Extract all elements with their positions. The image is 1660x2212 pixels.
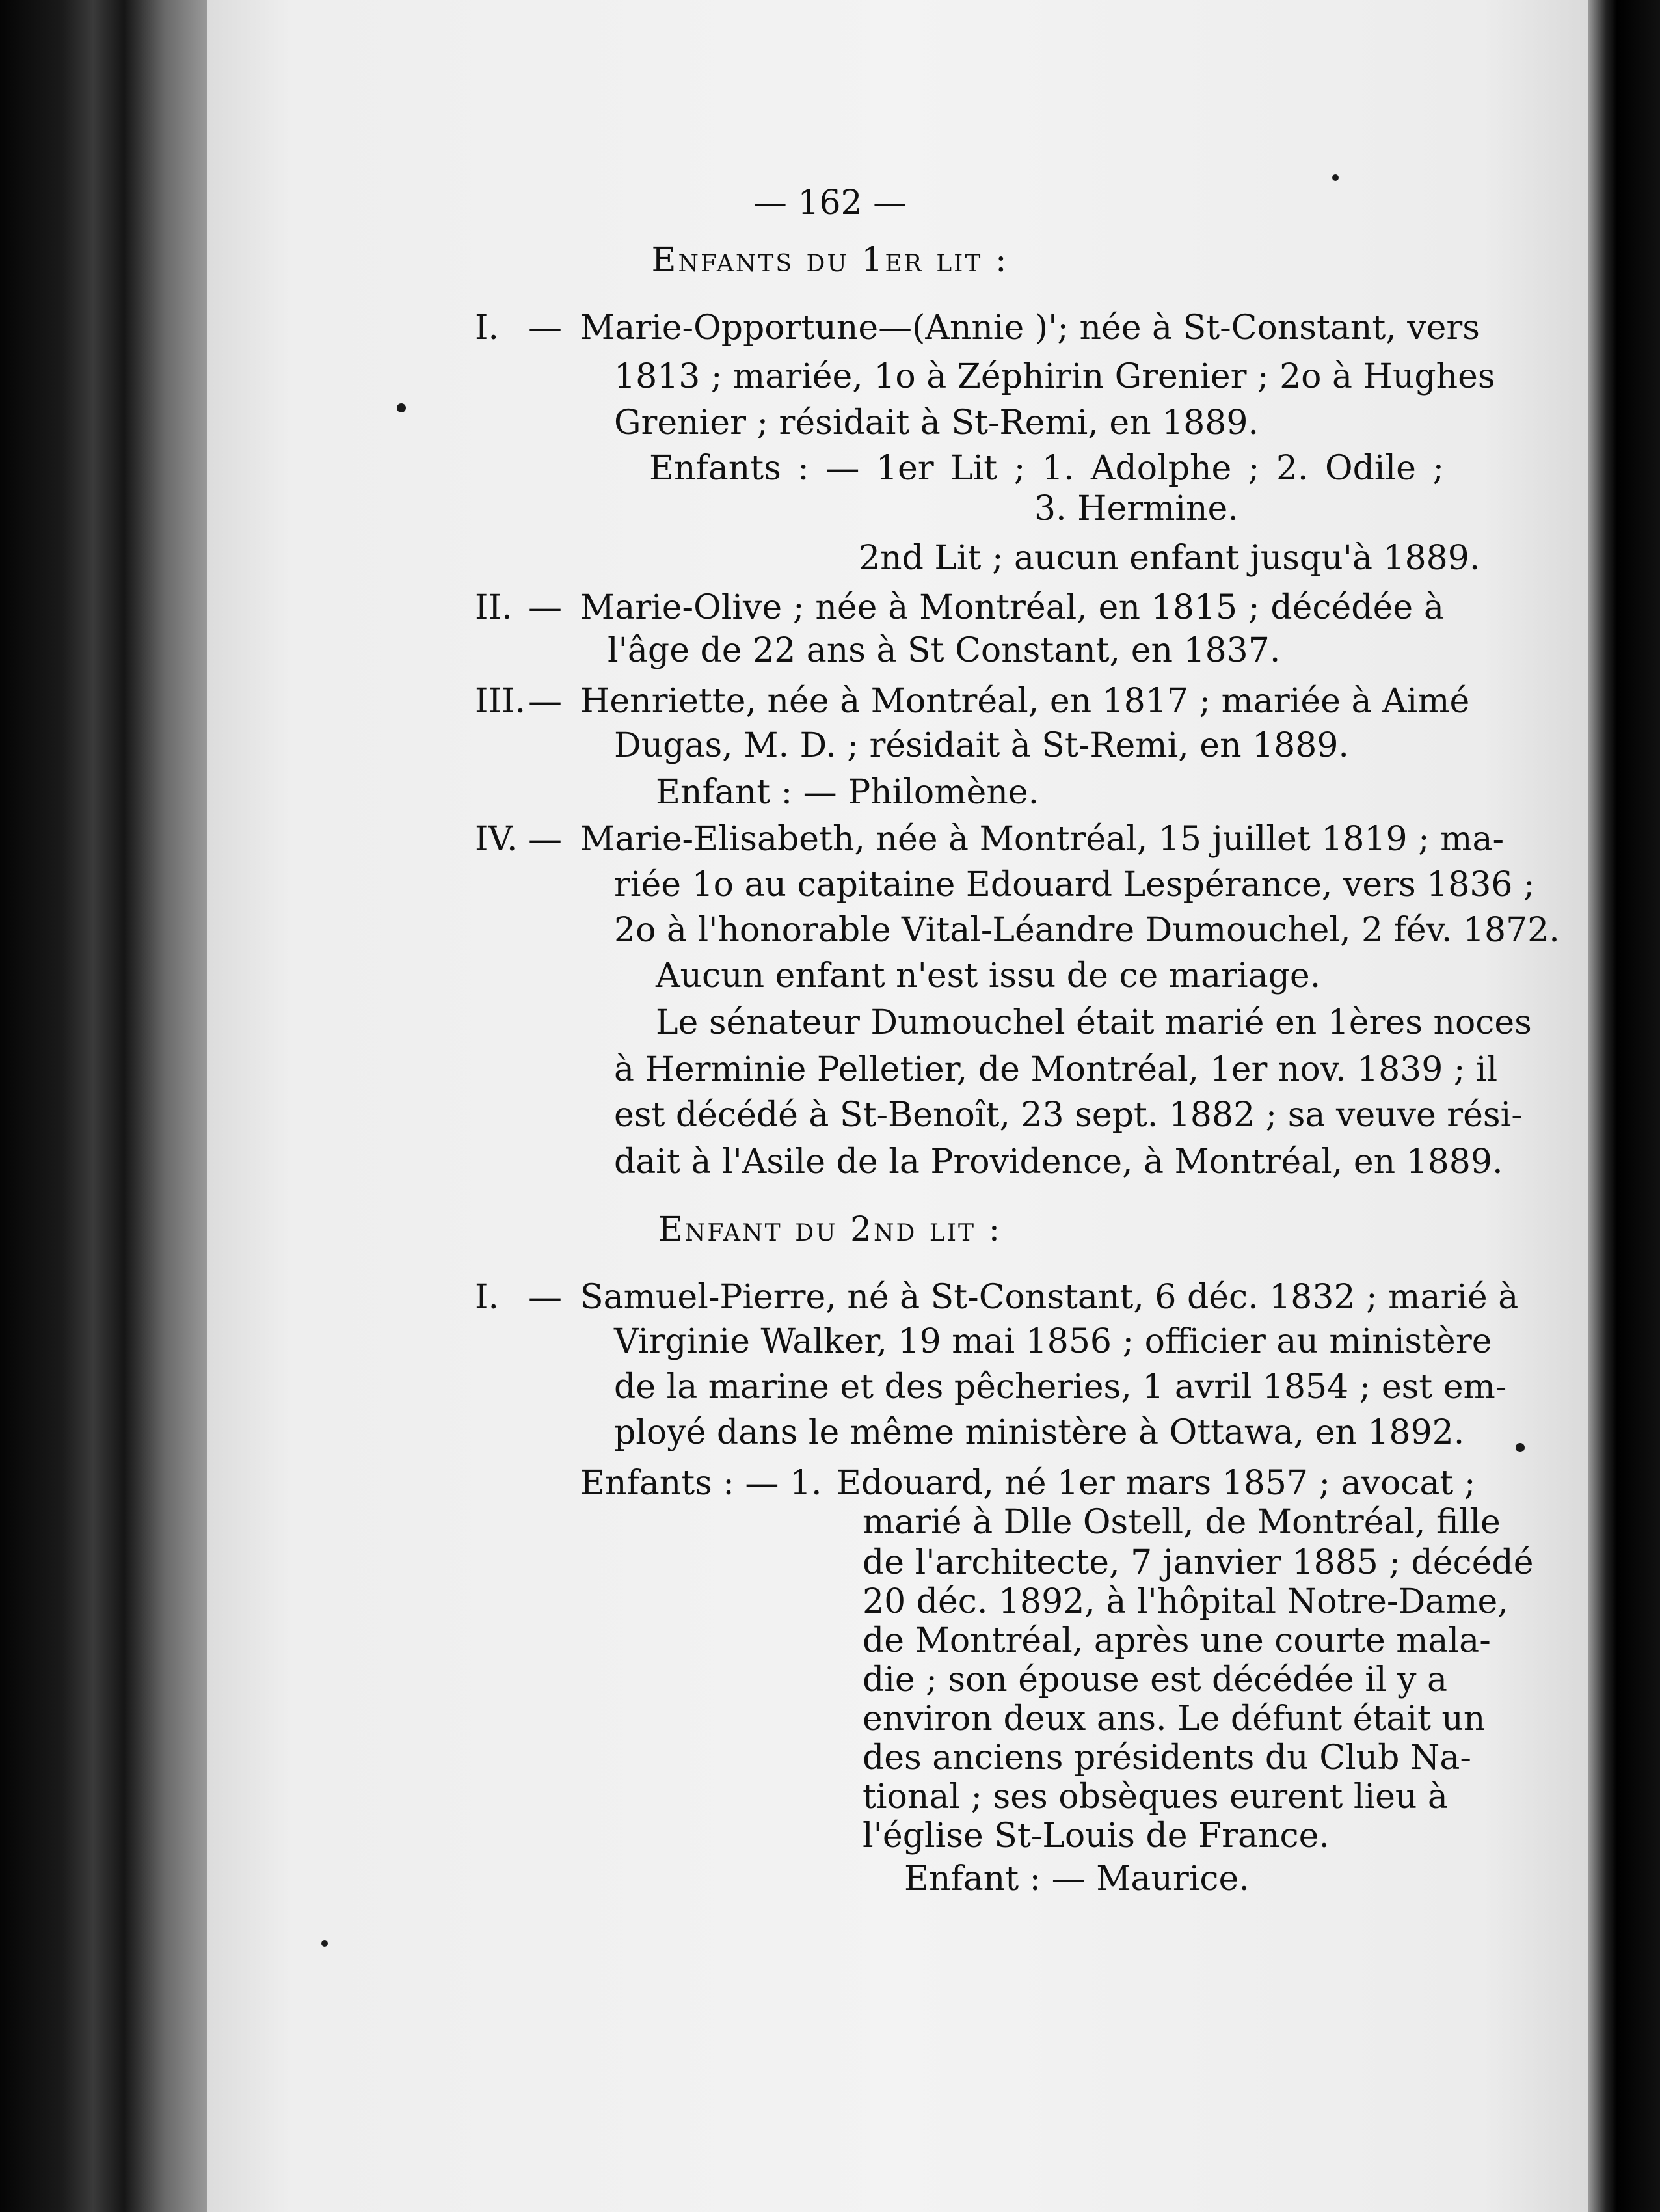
- children-line: Enfants : — 1er Lit ; 1. Adolphe ; 2. Odile ;: [649, 449, 1444, 488]
- child-detail-line: de l'architecte, 7 janvier 1885 ; décédé: [863, 1543, 1534, 1582]
- entry-dash: —: [528, 1278, 562, 1317]
- entry-dash: —: [528, 820, 562, 859]
- children-intro: Enfants : — 1.: [580, 1464, 822, 1503]
- entry-line: dait à l'Asile de la Providence, à Montréal, en 1889.: [614, 1142, 1503, 1181]
- entry-numeral: I.: [475, 1278, 500, 1317]
- entry-line: Le sénateur Dumouchel était marié en 1ères noces: [656, 1003, 1532, 1042]
- children-line: 3. Hermine.: [1034, 489, 1238, 528]
- entry-line: Dugas, M. D. ; résidait à St-Remi, en 1889.: [614, 726, 1349, 765]
- child-detail-line: des anciens présidents du Club Na-: [863, 1738, 1471, 1777]
- entry-line: Henriette, née à Montréal, en 1817 ; mariée à Aimé: [580, 682, 1470, 721]
- page-number: — 162 —: [753, 183, 907, 223]
- entry-numeral: III.: [475, 682, 526, 721]
- section-heading-second-marriage: Enfant du 2nd lit :: [658, 1210, 1002, 1249]
- entry-line: à Herminie Pelletier, de Montréal, 1er nov. 1839 ; il: [614, 1050, 1498, 1089]
- child-detail-line: environ deux ans. Le défunt était un: [863, 1699, 1486, 1738]
- entry-dash: —: [528, 308, 562, 347]
- entry-line: de la marine et des pêcheries, 1 avril 1854 ; est em-: [614, 1368, 1507, 1407]
- children-line: Enfant : — Philomène.: [656, 773, 1039, 812]
- entry-numeral: I.: [475, 308, 500, 347]
- children-line: 2nd Lit ; aucun enfant jusqu'à 1889.: [859, 539, 1480, 578]
- entry-line: Aucun enfant n'est issu de ce mariage.: [656, 956, 1321, 995]
- entry-line: 1813 ; mariée, 1o à Zéphirin Grenier ; 2o à Hughes: [614, 357, 1495, 396]
- entry-line: Marie-Olive ; née à Montréal, en 1815 ; décédée à: [580, 588, 1444, 627]
- entry-numeral: IV.: [475, 820, 518, 859]
- entry-line: Marie-Opportune—(Annie )'; née à St-Constant, vers: [580, 308, 1480, 347]
- child-detail-line: 20 déc. 1892, à l'hôpital Notre-Dame,: [863, 1582, 1508, 1621]
- entry-line: Virginie Walker, 19 mai 1856 ; officier au ministère: [614, 1322, 1492, 1361]
- entry-line: l'âge de 22 ans à St Constant, en 1837.: [608, 631, 1281, 670]
- entry-line: riée 1o au capitaine Edouard Lespérance, vers 1836 ;: [614, 865, 1535, 904]
- child-detail-line: die ; son épouse est décédée il y a: [863, 1660, 1448, 1699]
- child-detail-line: de Montréal, après une courte mala-: [863, 1621, 1491, 1660]
- entry-line: Grenier ; résidait à St-Remi, en 1889.: [614, 403, 1259, 442]
- entry-dash: —: [528, 588, 562, 627]
- entry-line: 2o à l'honorable Vital-Léandre Dumouchel, 2 fév. 1872.: [614, 911, 1560, 950]
- child-detail-line: tional ; ses obsèques eurent lieu à: [863, 1777, 1448, 1816]
- entry-line: Samuel-Pierre, né à St-Constant, 6 déc. 1832 ; marié à: [580, 1278, 1519, 1317]
- grandchild-line: Enfant : — Maurice.: [904, 1859, 1250, 1898]
- child-detail-line: marié à Dlle Ostell, de Montréal, fille: [863, 1503, 1501, 1542]
- entry-numeral: II.: [475, 588, 513, 627]
- entry-dash: —: [528, 682, 562, 721]
- entry-line: est décédé à St-Benoît, 23 sept. 1882 ; sa veuve rési-: [614, 1096, 1523, 1135]
- child-detail-line: l'église St-Louis de France.: [863, 1816, 1330, 1855]
- child-detail-line: Edouard, né 1er mars 1857 ; avocat ;: [837, 1464, 1476, 1503]
- section-heading-first-marriage: Enfants du 1er lit :: [651, 241, 1009, 280]
- entry-line: Marie-Elisabeth, née à Montréal, 15 juillet 1819 ; ma-: [580, 820, 1505, 859]
- entry-line: ployé dans le même ministère à Ottawa, en 1892.: [614, 1413, 1465, 1452]
